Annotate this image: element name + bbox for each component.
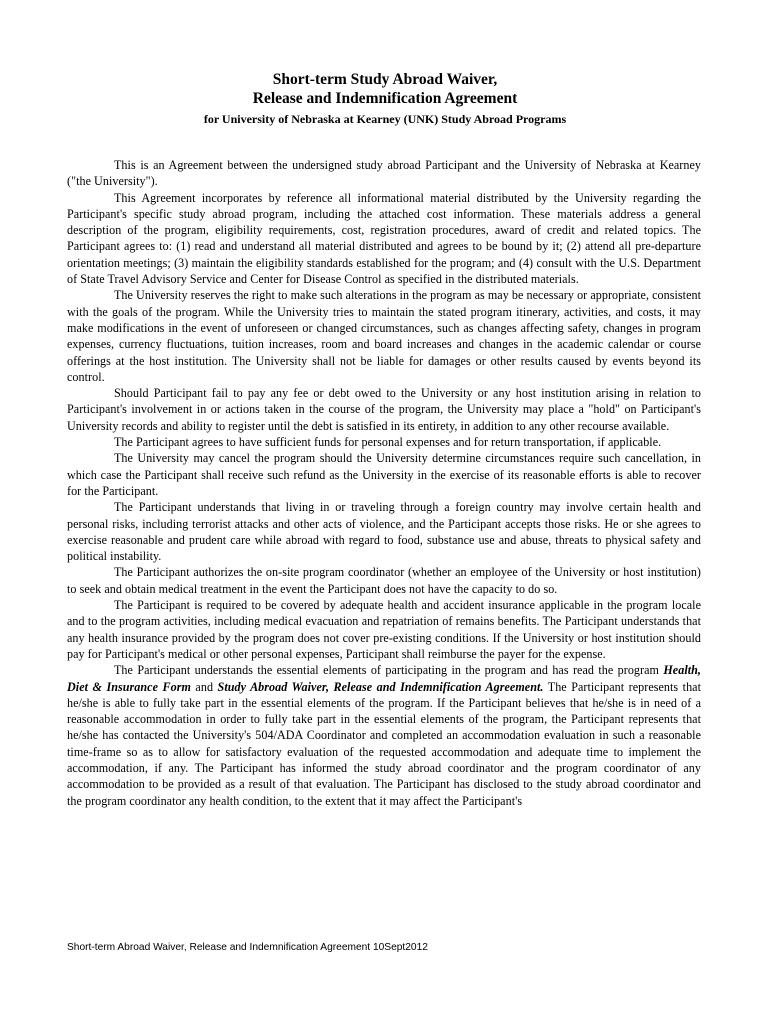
paragraph-medical-authorization: The Participant authorizes the on-site program coordinator (whether an employee of the University or host institution) to seek and obtain medical treatment in the event the Participant does not have the capacity to do so. xyxy=(67,565,701,596)
document-subtitle: for University of Nebraska at Kearney (UNK) Study Abroad Programs xyxy=(203,112,567,126)
paragraph-essential-elements xyxy=(67,662,701,809)
paragraph-alterations: The University reserves the right to make such alterations in the program as may be necessary or appropriate, consistent with the goals of the program. While the University tries to maintain the stated program itinerary, activities, and costs, it may make modifications in the event of unforeseen or changed circumstances, such as changes affecting safety, changes in program expenses, currency fluctuations, tuition increases, room and board increases and changes in the academic calendar or course offerings at the host institution. The University shall not be liable for damages or other results caused by events beyond its control. xyxy=(67,288,701,384)
document-header xyxy=(0,70,770,127)
paragraph-cancellation: The University may cancel the program should the University determine circumstances require such cancellation, in which case the Participant shall receive such refund as the University in the exercise of its reasonable efforts is able to recover for the Participant. xyxy=(67,451,701,498)
paragraph-incorporation: This Agreement incorporates by reference all informational material distributed by the University regarding the Participant's specific study abroad program, including the attached cost information. These materials address a general description of the program, eligibility requirements, cost, registration procedures, award of credit and related topics. The Participant agrees to: (1) read and understand all material distributed and agrees to be bound by it; (2) attend all pre-departure orientation meetings; (3) maintain the eligibility standards established for the program; and (4) consult with the U.S. Department of State Travel Advisory Service and Center for Disease Control as specified in the distributed materials. xyxy=(67,190,701,287)
paragraph-fees: Should Participant fail to pay any fee or debt owed to the University or any host institution arising in relation to Participant's involvement in or actions taken in the course of the program, the University may place a "hold" on Participant's University records and ability to register until the debt is satisfied in its entirety, in addition to any other recourse available. xyxy=(67,386,701,433)
paragraph-parties: This is an Agreement between the undersigned study abroad Participant and the University of Nebraska at Kearney ("the University"). xyxy=(67,158,701,189)
waiver-agreement-title: Study Abroad Waiver, Release and Indemnification Agreement. xyxy=(217,679,544,694)
agreement-body xyxy=(67,157,701,809)
essential-elements-conjunction: and xyxy=(190,679,218,694)
document-title-line-1: Short-term Study Abroad Waiver, xyxy=(272,71,498,88)
essential-elements-text: The Participant represents that he/she is able to fully take part in the essential elements of the program. If the Participant believes that he/she is in need of a reasonable accommodation in order to fully take part in the essential elements of the program, the Participant represents that he/she has contacted the University's 504/ADA Coordinator and completed an accommodation evaluation in such a reasonable time-frame so as to allow for satisfactory evaluation of the requested accommodation and adequate time to implement the accommodation, if any. The Participant has informed the study abroad coordinator and the program coordinator of any accommodation to be provided as a result of that evaluation. The Participant has disclosed to the study abroad coordinator and the program coordinator any health condition, to the extent that it may affect the Participant's xyxy=(67,679,702,808)
paragraph-funds: The Participant agrees to have sufficient funds for personal expenses and for return transportation, if applicable. xyxy=(114,435,662,450)
paragraph-risks: The Participant understands that living in or traveling through a foreign country may involve certain health and personal risks, including terrorist attacks and other acts of violence, and the Participant accepts those risks. He or she agrees to exercise reasonable and prudent care while abroad with regard to food, substance use and abuse, threats to physical safety and political instability. xyxy=(67,500,701,564)
essential-elements-intro: The Participant understands the essential elements of participating in the program and has read the program xyxy=(114,663,664,678)
page-footer: Short-term Abroad Waiver, Release and Indemnification Agreement 10Sept2012 xyxy=(67,942,428,953)
paragraph-insurance: The Participant is required to be covered by adequate health and accident insurance applicable in the program locale and to the program activities, including medical evacuation and repatriation of remains benefits. The Participant understands that any health insurance provided by the program does not cover pre-existing conditions. If the University or host institution should pay for Participant's medical or other personal expenses, Participant shall reimburse the payer for the expense. xyxy=(67,598,701,661)
health-diet-insurance-form-title: Health, Diet & Insurance Form xyxy=(67,663,701,694)
document-title-line-2: Release and Indemnification Agreement xyxy=(252,90,518,107)
